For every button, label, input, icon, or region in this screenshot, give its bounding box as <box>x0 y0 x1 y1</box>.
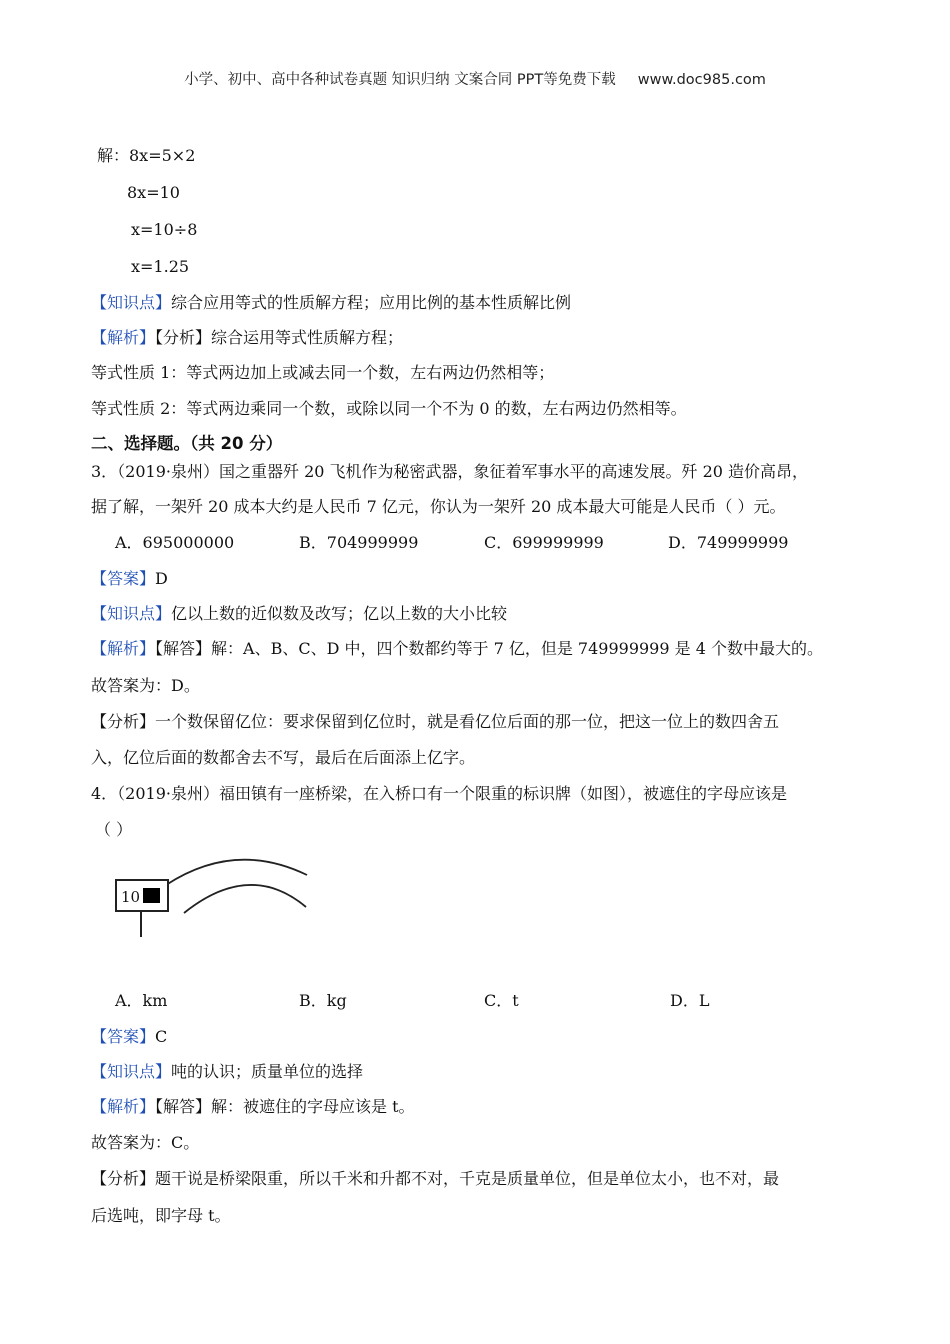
q3-option-d: D．749999999 <box>668 533 789 552</box>
knowledge-text: 吨的认识；质量单位的选择 <box>171 1062 364 1081</box>
sign-covered-unit <box>143 888 160 903</box>
section-heading: 二、选择题。（共 20 分） <box>91 434 283 453</box>
solution-step-1: 解：8x=5×2 <box>97 146 196 165</box>
q3-answer <box>91 568 168 590</box>
solution-step-2: 8x=10 <box>127 183 180 202</box>
q3-explanation-line-2: 入，亿位后面的数都舍去不写，最后在后面添上亿字。 <box>91 748 476 767</box>
q3-stem-line-2: 据了解，一架歼 20 成本大约是人民币 7 亿元，你认为一架歼 20 成本最大可能是人民币（ ）元。 <box>91 497 786 516</box>
q4-analysis <box>91 1096 415 1118</box>
q3-option-c: C．699999999 <box>484 533 604 552</box>
q3-option-a: A．695000000 <box>115 533 235 552</box>
q4-stem-line-2: （ ） <box>95 820 133 839</box>
knowledge-tag: 【知识点】 <box>91 1062 172 1081</box>
analysis-text: 【解答】解：被遮住的字母应该是 t。 <box>155 1097 415 1116</box>
equality-property-1: 等式性质 1：等式两边加上或减去同一个数，左右两边仍然相等； <box>91 363 555 382</box>
knowledge-tag: 【知识点】 <box>91 604 172 623</box>
q4-explanation-line-1: 【分析】题干说是桥梁限重，所以千米和升都不对，千克是质量单位，但是单位太小，也不对，最 <box>91 1169 780 1188</box>
answer-value: C <box>155 1027 168 1046</box>
answer-value: D <box>155 569 168 588</box>
analysis-tag: 【解析】 <box>91 1097 156 1116</box>
q4-knowledge-point <box>91 1061 363 1083</box>
analysis-tag: 【解析】 <box>91 639 156 658</box>
q3-conclusion: 故答案为：D。 <box>91 676 200 695</box>
page-header <box>0 68 950 89</box>
header-site: www.doc985.com <box>637 72 766 88</box>
q3-analysis <box>91 638 823 660</box>
answer-tag: 【答案】 <box>91 1027 156 1046</box>
q4-answer <box>91 1026 167 1048</box>
q3-stem-line-1: 3．（2019·泉州）国之重器歼 20 飞机作为秘密武器，象征着军事水平的高速发展。歼 20 造价高昂， <box>91 462 809 481</box>
q4-explanation-line-2: 后选吨，即字母 t。 <box>91 1206 231 1225</box>
solution-step-3: x=10÷8 <box>131 220 198 239</box>
q3-explanation-line-1: 【分析】一个数保留亿位：要求保留到亿位时，就是看亿位后面的那一位，把这一位上的数四舍五 <box>91 712 780 731</box>
analysis-tag: 【解析】 <box>91 328 156 347</box>
solution-step-4: x=1.25 <box>131 257 190 276</box>
q4-conclusion: 故答案为：C。 <box>91 1133 200 1152</box>
q2-knowledge-point <box>91 292 571 314</box>
knowledge-text: 综合应用等式的性质解方程；应用比例的基本性质解比例 <box>171 293 572 312</box>
q4-option-b: B．kg <box>299 991 347 1010</box>
answer-tag: 【答案】 <box>91 569 156 588</box>
q3-knowledge-point <box>91 603 507 625</box>
q4-option-a: A．km <box>115 991 168 1010</box>
analysis-text: 【分析】综合运用等式性质解方程； <box>155 328 404 347</box>
bridge-arch-outer <box>166 860 307 885</box>
q4-option-c: C．t <box>484 991 519 1010</box>
knowledge-tag: 【知识点】 <box>91 293 172 312</box>
knowledge-text: 亿以上数的近似数及改写；亿以上数的大小比较 <box>171 604 508 623</box>
header-text: 小学、初中、高中各种试卷真题 知识归纳 文案合同 PPT等免费下载 <box>184 72 616 88</box>
sign-number: 10 <box>121 888 141 906</box>
bridge-sign-figure <box>110 855 320 945</box>
q4-stem-line-1: 4．（2019·泉州）福田镇有一座桥梁，在入桥口有一个限重的标识牌（如图），被遮住的字母应该是 <box>91 784 787 803</box>
analysis-text: 【解答】解：A、B、C、D 中，四个数都约等于 7 亿，但是 749999999 是 4 个数中最大的。 <box>155 639 823 658</box>
bridge-arch-inner <box>184 885 306 913</box>
q4-option-d: D．L <box>670 991 710 1010</box>
q3-option-b: B．704999999 <box>299 533 419 552</box>
equality-property-2: 等式性质 2：等式两边乘同一个数，或除以同一个不为 0 的数，左右两边仍然相等。 <box>91 399 687 418</box>
q2-analysis <box>91 327 403 349</box>
